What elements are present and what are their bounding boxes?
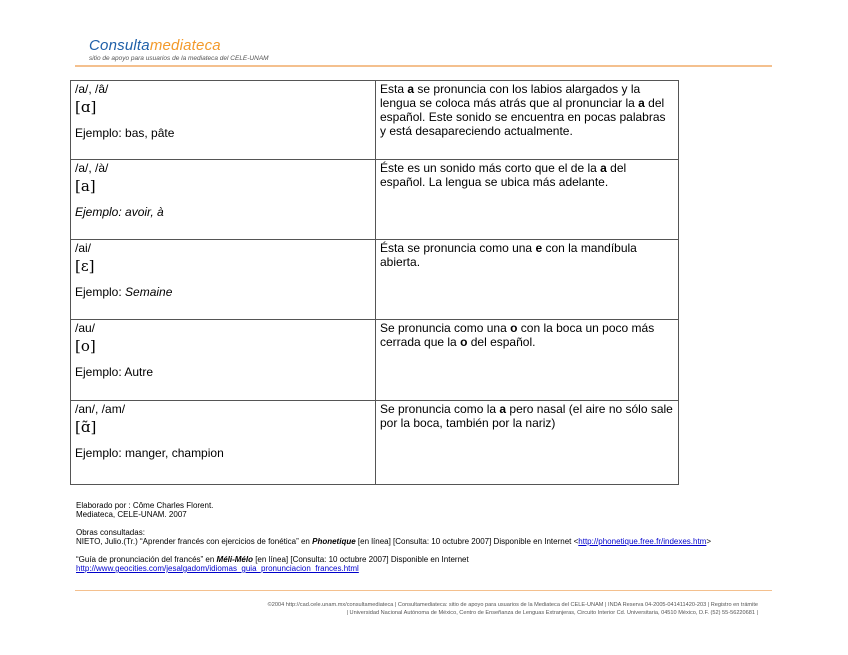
phoneme-spelling: /au/ — [75, 321, 96, 335]
ipa-symbol: [ɛ] — [75, 257, 95, 275]
phoneme-cell — [71, 240, 376, 320]
example-text: Ejemplo: avoir, à — [75, 205, 164, 219]
reference-2-link[interactable]: http://www.geocities.com/jesalgadom/idiomas_guia_pronunciacion_frances.html — [76, 564, 359, 573]
works-title: Obras consultadas: — [76, 528, 145, 537]
description-cell: Ésta se pronuncia como una e con la mandíbula abierta. — [376, 240, 679, 320]
ipa-symbol: [ɑ̃] — [75, 418, 97, 436]
phoneme-table — [70, 80, 679, 485]
phoneme-cell — [71, 160, 376, 240]
ipa-symbol: [a] — [75, 177, 96, 195]
table-row — [71, 320, 679, 401]
footer-line-1: ©2004 http://cad.cele.unam.mx/consultamediateca | Consultamediateca: sitio de apoyo para usuarios de la Mediateca del CELE-UNAM | INDA Reserva 04-2005-041411420-203 | Registro en trámite — [267, 602, 758, 608]
reference-1: NIETO, Julio.(Tr.) “Aprender francés con ejercicios de fonética” en Phonetique [en línea] [Consulta: 10 octubre 2007] Disponible en Internet <http://phonetique.free.fr/indexes.htm> — [76, 537, 712, 546]
table-row — [71, 240, 679, 320]
description-cell: Se pronuncia como la a pero nasal (el aire no sólo sale por la boca, también por la nariz) — [376, 401, 679, 485]
phoneme-cell — [71, 401, 376, 485]
phoneme-spelling: /ai/ — [75, 241, 92, 255]
phoneme-spelling: /a/, /à/ — [75, 161, 109, 175]
example-text: Ejemplo: Autre — [75, 365, 154, 379]
ipa-symbol: [ɑ] — [75, 98, 97, 116]
credits-section — [76, 501, 711, 573]
logo-wordmark: Consultamediateca — [89, 37, 221, 54]
phoneme-spelling: /an/, /am/ — [75, 402, 126, 416]
page-footer — [268, 601, 758, 617]
example-text: Ejemplo: bas, pâte — [75, 126, 175, 140]
institution-line: Mediateca, CELE-UNAM. 2007 — [76, 510, 187, 519]
description-cell: Esta a se pronuncia con los labios alargados y la lengua se coloca más atrás que al pronunciar la a del español. Este sonido se encuentra en pocas palabras y está desapareciendo actualmente. — [376, 81, 679, 160]
phoneme-cell — [71, 320, 376, 401]
footer-line-2: | Universidad Nacional Autónoma de México, Centro de Enseñanza de Lenguas Extranjeras, Circuito Interior Cd. Universitaria, 04510 México, D.F. (52) 55-56220681 | — [346, 610, 758, 616]
example-text: Ejemplo: Semaine — [75, 285, 173, 299]
ipa-symbol: [o] — [75, 337, 96, 355]
header-divider — [75, 65, 772, 67]
footer-divider — [75, 590, 772, 591]
table-row — [71, 160, 679, 240]
description-cell: Éste es un sonido más corto que el de la a del español. La lengua se ubica más adelante. — [376, 160, 679, 240]
table-row — [71, 401, 679, 485]
description-cell: Se pronuncia como una o con la boca un poco más cerrada que la o del español. — [376, 320, 679, 401]
logo-tagline: sitio de apoyo para usuarios de la mediateca del CELE-UNAM — [89, 55, 269, 62]
reference-1-link[interactable]: http://phonetique.free.fr/indexes.htm — [578, 537, 707, 546]
phoneme-cell — [71, 81, 376, 160]
table-row — [71, 81, 679, 160]
site-logo — [89, 38, 269, 62]
reference-2: “Guía de pronunciación del francés” en Méli-Mélo [en línea] [Consulta: 10 octubre 2007] Disponible en Internet — [76, 555, 469, 564]
phoneme-spelling: /a/, /â/ — [75, 82, 109, 96]
example-text: Ejemplo: manger, champion — [75, 446, 224, 460]
author-line: Elaborado por : Côme Charles Florent. — [76, 501, 214, 510]
